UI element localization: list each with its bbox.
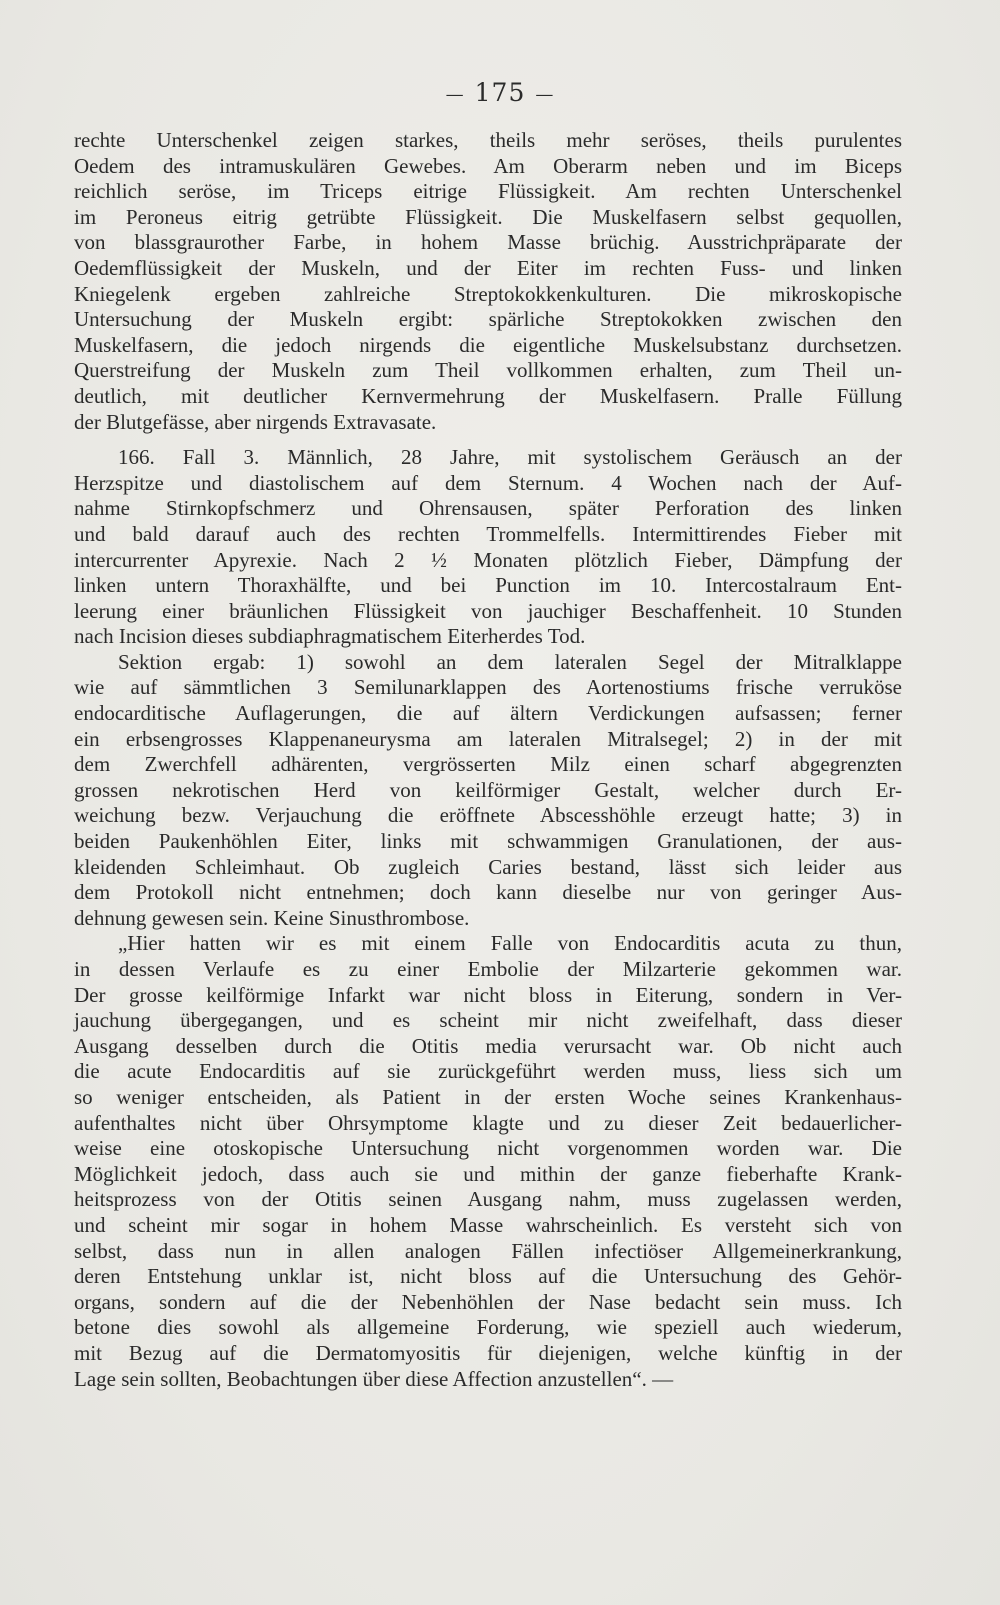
page-header — [0, 78, 1000, 107]
header-dash-left: — — [445, 84, 465, 105]
text-line: intercurrenter Apyrexie. Nach 2 ½ Monaten plötzlich Fieber, Dämpfung der — [74, 547, 902, 572]
text-line: dehnung gewesen sein. Keine Sinusthrombose. — [74, 905, 470, 930]
text-line: 166. Fall 3. Männlich, 28 Jahre, mit systolischem Geräusch an der — [118, 445, 902, 470]
text-line: Herzspitze und diastolischem auf dem Sternum. 4 Wochen nach der Auf- — [74, 470, 902, 495]
text-line: die acute Endocarditis auf sie zurückgeführt werden muss, liess sich um — [74, 1059, 902, 1084]
text-line: weise eine otoskopische Untersuchung nicht vorgenommen worden war. Die — [74, 1136, 902, 1161]
text-line: nach Incision dieses subdiaphragmatischem Eiterherdes Tod. — [74, 624, 586, 649]
paragraph-p3 — [74, 650, 902, 932]
text-line: Sektion ergab: 1) sowohl an dem lateralen Segel der Mitralklappe — [118, 649, 902, 674]
text-line: Möglichkeit jedoch, dass auch sie und mithin der ganze fieberhafte Krank- — [74, 1161, 902, 1186]
body-text — [74, 128, 902, 1392]
text-line: deutlich, mit deutlicher Kernvermehrung der Muskelfasern. Pralle Füllung — [74, 383, 902, 408]
text-line: in dessen Verlaufe es zu einer Embolie der Milzarterie gekommen war. — [74, 957, 902, 981]
text-line: deren Entstehung unklar ist, nicht bloss auf die Untersuchung des Gehör- — [74, 1264, 902, 1289]
text-line: Lage sein sollten, Beobachtungen über diese Affection anzustellen“. — — [74, 1366, 674, 1391]
text-line: dem Zwerchfell adhärenten, vergrösserten Milz einen scharf abgegrenzten — [74, 752, 902, 777]
text-line: dem Protokoll nicht entnehmen; doch kann dieselbe nur von geringer Aus- — [74, 880, 902, 905]
text-line: nahme Stirnkopfschmerz und Ohrensausen, später Perforation des linken — [74, 496, 902, 521]
text-line: organs, sondern auf die der Nebenhöhlen der Nase bedacht sein muss. Ich — [74, 1289, 902, 1314]
text-line: der Blutgefässe, aber nirgends Extravasate. — [74, 409, 437, 434]
paragraph-gap — [74, 435, 902, 445]
text-line: endocarditische Auflagerungen, die auf ältern Verdickungen aufsassen; ferner — [74, 701, 902, 726]
text-line: heitsprozess von der Otitis seinen Ausgang nahm, muss zugelassen werden, — [74, 1187, 902, 1212]
text-line: Oedem des intramuskulären Gewebes. Am Oberarm neben und im Biceps — [74, 153, 902, 178]
text-line: im Peroneus eitrig getrübte Flüssigkeit. Die Muskelfasern selbst gequollen, — [74, 204, 902, 229]
header-dash-right: — — [535, 84, 555, 105]
text-line: Kniegelenk ergeben zahlreiche Streptokokkenkulturen. Die mikroskopische — [74, 281, 902, 306]
text-line: so weniger entscheiden, als Patient in der ersten Woche seines Krankenhaus- — [74, 1084, 902, 1109]
text-line: Oedemflüssigkeit der Muskeln, und der Eiter im rechten Fuss- und linken — [74, 255, 902, 280]
text-line: von blassgraurother Farbe, in hohem Masse brüchig. Ausstrichpräparate der — [74, 230, 902, 255]
text-line: Querstreifung der Muskeln zum Theil vollkommen erhalten, zum Theil un- — [74, 358, 902, 383]
text-line: Muskelfasern, die jedoch nirgends die eigentliche Muskelsubstanz durchsetzen. — [74, 332, 902, 357]
text-line: Ausgang desselben durch die Otitis media verursacht war. Ob nicht auch — [74, 1033, 902, 1058]
text-line: aufenthaltes nicht über Ohrsymptome klagte und zu dieser Zeit bedauerlicher- — [74, 1110, 902, 1135]
text-line: kleidenden Schleimhaut. Ob zugleich Caries bestand, lässt sich leider aus — [74, 854, 902, 879]
text-line: reichlich seröse, im Triceps eitrige Flüssigkeit. Am rechten Unterschenkel — [74, 179, 902, 204]
text-line: grossen nekrotischen Herd von keilförmiger Gestalt, welcher durch Er- — [74, 777, 902, 802]
text-line: Untersuchung der Muskeln ergibt: spärliche Streptokokken zwischen den — [74, 307, 902, 332]
text-line: leerung einer bräunlichen Flüssigkeit von jauchiger Beschaffenheit. 10 Stunden — [74, 598, 902, 623]
text-line: betone dies sowohl als allgemeine Forderung, wie speziell auch wiederum, — [74, 1315, 902, 1340]
text-line: jauchung übergegangen, und es scheint mir nicht zweifelhaft, dass dieser — [74, 1008, 902, 1033]
page-number: 175 — [474, 78, 526, 107]
text-line: mit Bezug auf die Dermatomyositis für diejenigen, welche künftig in der — [74, 1340, 902, 1365]
paragraph-p1 — [74, 128, 902, 435]
text-line: und bald darauf auch des rechten Trommelfells. Intermittirendes Fieber mit — [74, 521, 902, 546]
paragraph-p2 — [74, 445, 902, 650]
text-line: rechte Unterschenkel zeigen starkes, theils mehr seröses, theils purulentes — [74, 128, 902, 152]
text-line: beiden Paukenhöhlen Eiter, links mit schwammigen Granulationen, der aus- — [74, 829, 902, 854]
text-line: ein erbsengrosses Klappenaneurysma am lateralen Mitralsegel; 2) in der mit — [74, 726, 902, 751]
text-line: wie auf sämmtlichen 3 Semilunarklappen des Aortenostiums frische verruköse — [74, 675, 902, 700]
text-line: „Hier hatten wir es mit einem Falle von Endocarditis acuta zu thun, — [118, 931, 902, 956]
text-line: weichung bezw. Verjauchung die eröffnete Abscesshöhle erzeugt hatte; 3) in — [74, 803, 902, 828]
paragraph-p4 — [74, 931, 902, 1392]
text-line: und scheint mir sogar in hohem Masse wahrscheinlich. Es versteht sich von — [74, 1212, 902, 1237]
text-line: selbst, dass nun in allen analogen Fällen infectiöser Allgemeinerkrankung, — [74, 1238, 902, 1263]
text-line: Der grosse keilförmige Infarkt war nicht bloss in Eiterung, sondern in Ver- — [74, 982, 902, 1007]
text-line: linken untern Thoraxhälfte, und bei Punction im 10. Intercostalraum Ent- — [74, 573, 902, 598]
